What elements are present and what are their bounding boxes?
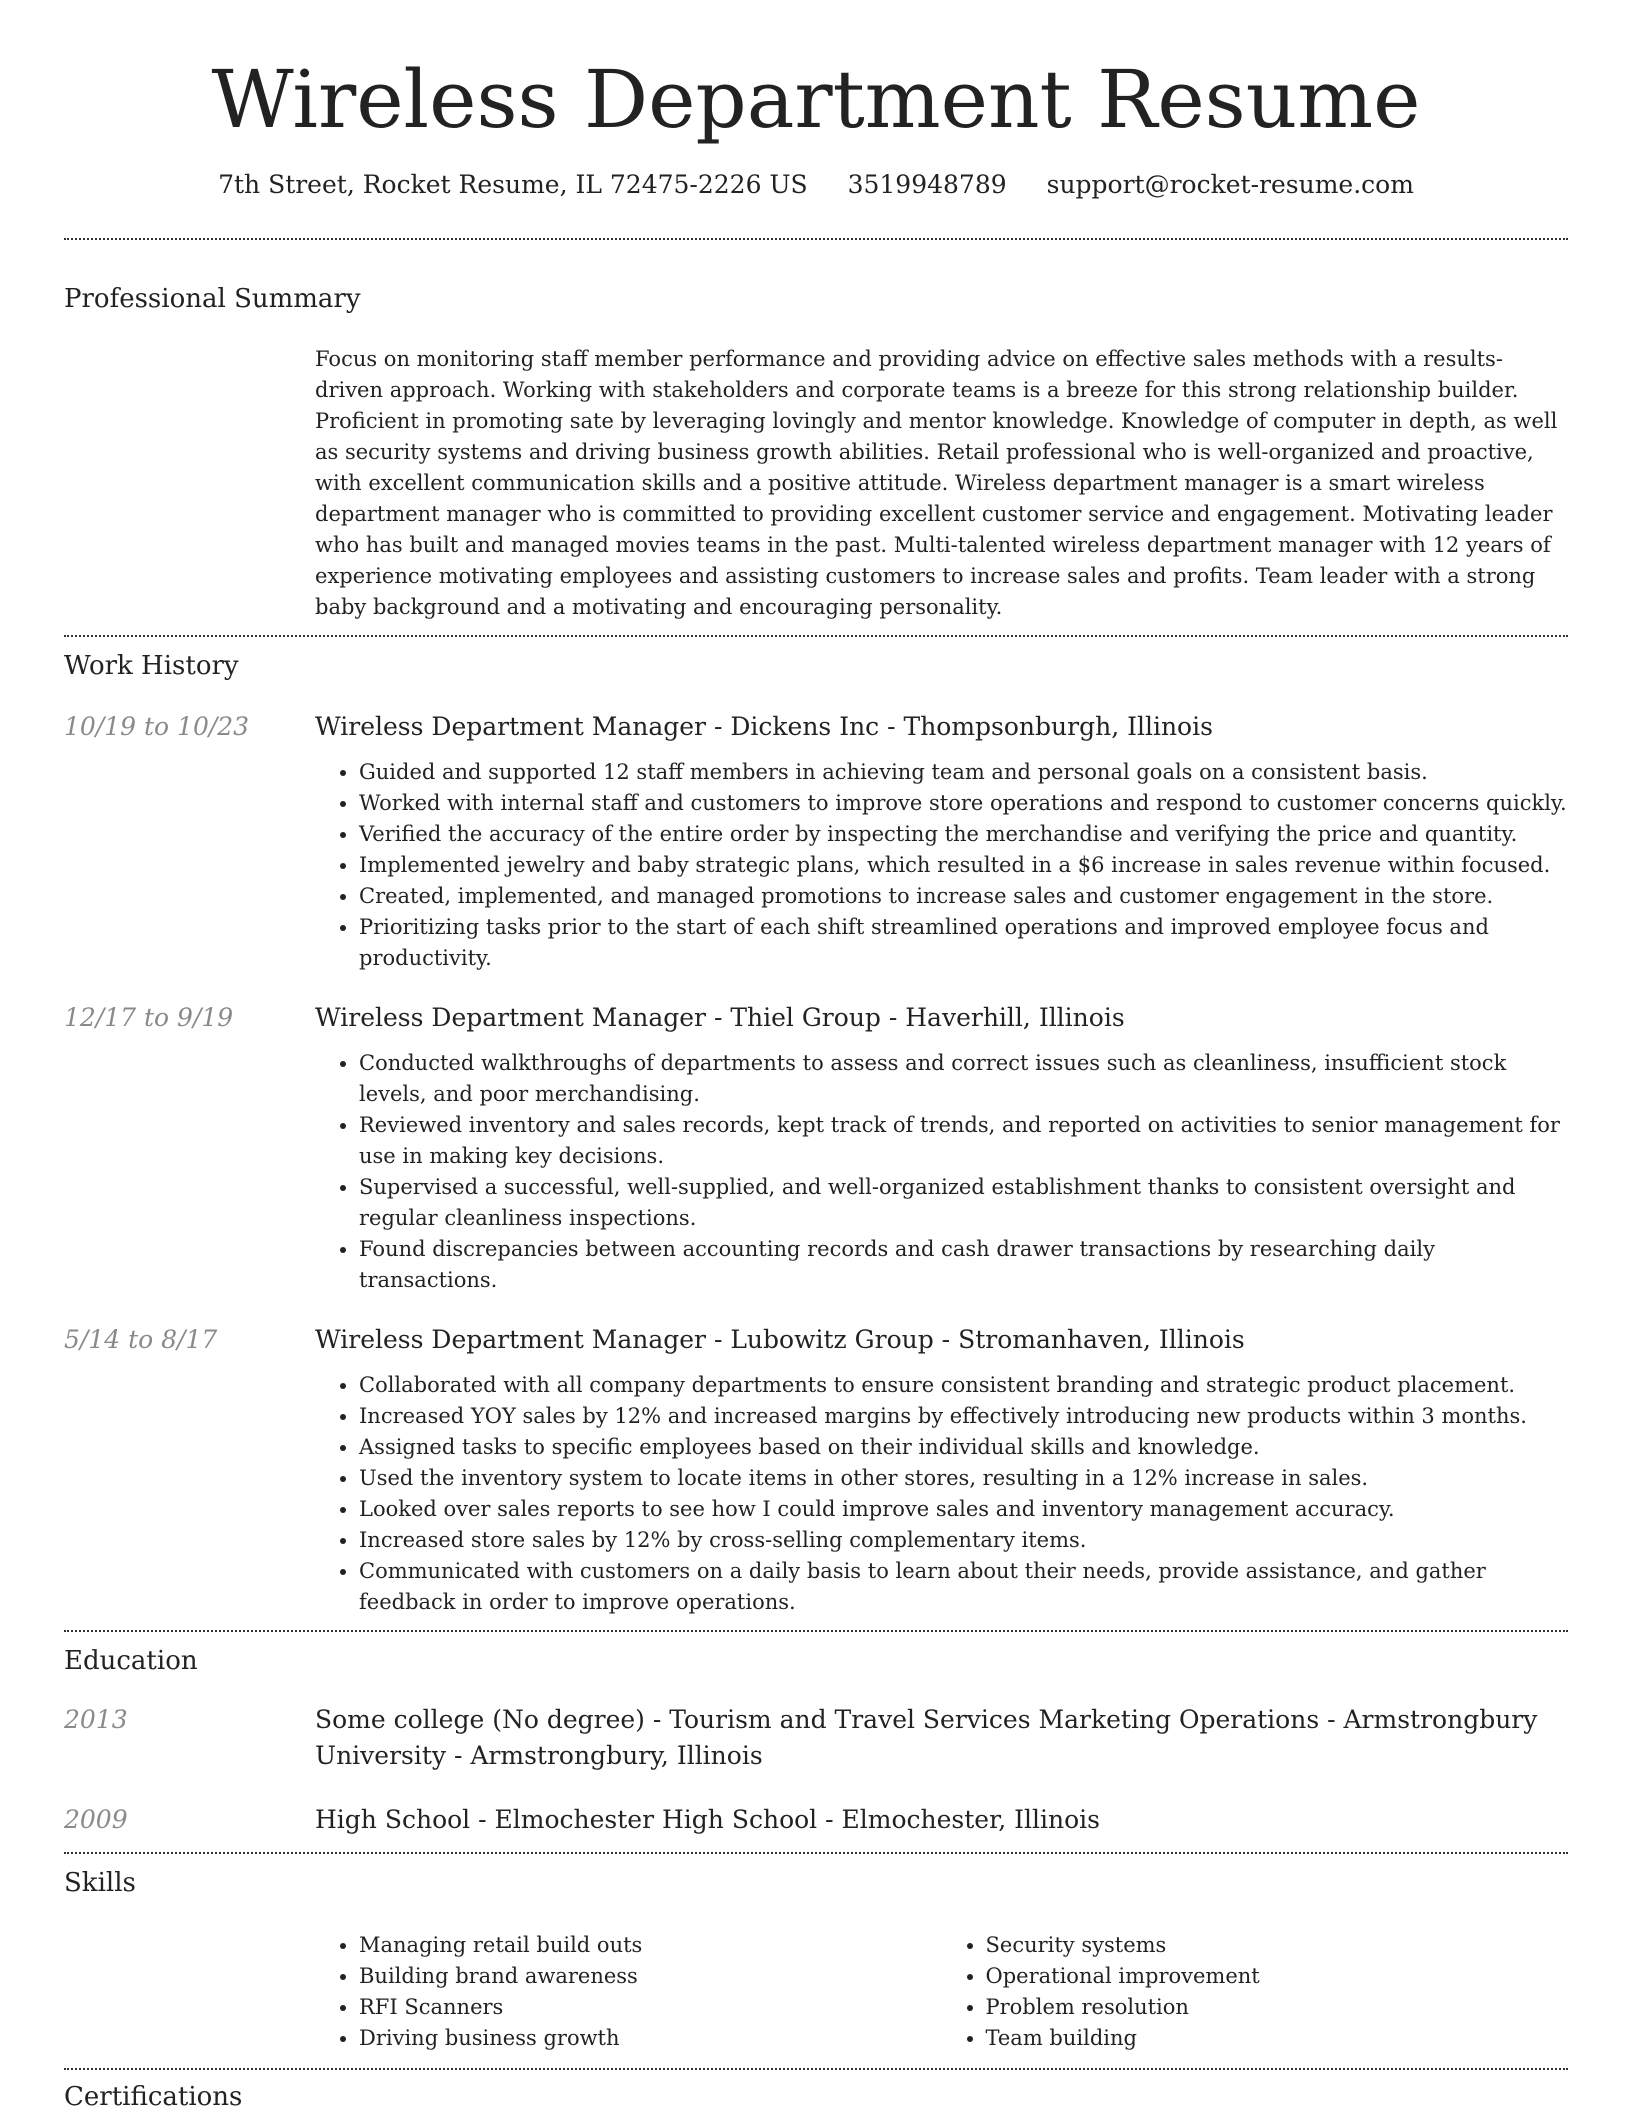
summary-title: Professional Summary [64,284,361,314]
certifications-title: Certifications [64,2082,243,2112]
skill-item: • Building brand awareness [359,1961,942,1992]
job-body [315,1322,1568,1618]
work-history-title: Work History [64,651,239,681]
skill-item: • Driving business growth [359,2023,942,2054]
skill-item: • RFI Scanners [359,1992,942,2023]
job-body [315,709,1568,974]
skills-column-right [942,1930,1569,2054]
job-entry [64,1322,1568,1618]
job-bullet: • Verified the accuracy of the entire order by inspecting the merchandise and verifying the price and quantity. [359,819,1568,850]
job-dates: 5/14 to 8/17 [64,1325,218,1354]
divider [64,1630,1568,1632]
contact-line [64,168,1568,202]
resume-title: Wireless Department Resume [211,53,1421,146]
divider [64,2068,1568,2070]
skills-title: Skills [64,1868,136,1898]
education-text: High School - Elmochester High School - Elmochester, Illinois [315,1805,1101,1834]
job-bullet: • Supervised a successful, well-supplied, and well-organized establishment thanks to consistent oversight and regular cleanliness inspections. [359,1172,1568,1234]
job-heading: Wireless Department Manager - Thiel Group - Haverhill, Illinois [315,1003,1125,1032]
work-history-list [64,709,1568,1618]
job-dates: 10/19 to 10/23 [64,712,250,741]
email: support@rocket-resume.com [1046,170,1414,199]
job-bullet: • Guided and supported 12 staff members in achieving team and personal goals on a consistent basis. [359,757,1568,788]
job-bullet: • Reviewed inventory and sales records, kept track of trends, and reported on activities to senior management for use in making key decisions. [359,1110,1568,1172]
job-bullet: • Increased store sales by 12% by cross-selling complementary items. [359,1525,1568,1556]
job-bullet: • Communicated with customers on a daily basis to learn about their needs, provide assistance, and gather feedback in order to improve operations. [359,1556,1568,1618]
resume-header [64,0,1568,202]
skills-column-left [315,1930,942,2054]
education-date: 2013 [64,1705,128,1734]
job-bullet: • Created, implemented, and managed promotions to increase sales and customer engagement in the store. [359,881,1568,912]
job-heading: Wireless Department Manager - Lubowitz Group - Stromanhaven, Illinois [315,1325,1245,1354]
job-bullets [315,1048,1568,1296]
job-bullets [315,1370,1568,1618]
skills-list [315,1930,1568,2068]
job-dates: 12/17 to 9/19 [64,1003,234,1032]
job-bullet: • Implemented jewelry and baby strategic plans, which resulted in a $6 increase in sales revenue within focused. [359,850,1568,881]
skill-item: • Managing retail build outs [359,1930,942,1961]
job-bullet: • Conducted walkthroughs of departments to assess and correct issues such as cleanliness, insufficient stock levels, and poor merchandising. [359,1048,1568,1110]
skill-item: • Team building [986,2023,1569,2054]
job-entry [64,709,1568,974]
job-entry [64,1000,1568,1296]
education-date: 2009 [64,1805,128,1834]
job-bullets [315,757,1568,974]
skill-item: • Security systems [986,1930,1569,1961]
job-heading: Wireless Department Manager - Dickens Inc - Thompsonburgh, Illinois [315,712,1213,741]
job-bullet: • Looked over sales reports to see how I could improve sales and inventory management accuracy. [359,1494,1568,1525]
job-bullet: • Prioritizing tasks prior to the start of each shift streamlined operations and improved employee focus and productivity. [359,912,1568,974]
job-bullet: • Assigned tasks to specific employees based on their individual skills and knowledge. [359,1432,1568,1463]
education-text: Some college (No degree) - Tourism and Travel Services Marketing Operations - Armstrongbury University - Armstrongbury, Illinois [315,1705,1538,1770]
job-bullet: • Worked with internal staff and customers to improve store operations and respond to customer concerns quickly. [359,788,1568,819]
education-entry [64,1802,1568,1838]
summary-text: Focus on monitoring staff member performance and providing advice on effective sales methods with a results-driven approach. Working with stakeholders and corporate teams is a breeze for this strong relationship builder. Proficient in promoting sate by leveraging lovingly and mentor knowledge. Knowledge of computer in depth, as well as security systems and driving business growth abilities. Retail professional who is well-organized and proactive, with excellent communication skills and a positive attitude. Wireless department manager is a smart wireless department manager who is committed to providing excellent customer service and engagement. Motivating leader who has built and managed movies teams in the past. Multi-talented wireless department manager with 12 years of experience motivating employees and assisting customers to increase sales and profits. Team leader with a strong baby background and a motivating and encouraging personality. [315,347,1558,619]
education-title: Education [64,1646,198,1676]
divider [64,238,1568,240]
skill-item: • Problem resolution [986,1992,1569,2023]
divider [64,1852,1568,1854]
job-bullet: • Collaborated with all company departments to ensure consistent branding and strategic product placement. [359,1370,1568,1401]
education-entry [64,1702,1568,1774]
job-bullet: • Found discrepancies between accounting records and cash drawer transactions by researching daily transactions. [359,1234,1568,1296]
job-body [315,1000,1568,1296]
divider [64,635,1568,637]
phone: 3519948789 [847,170,1007,199]
address: 7th Street, Rocket Resume, IL 72475-2226 US [218,170,808,199]
skill-item: • Operational improvement [986,1961,1569,1992]
job-bullet: • Increased YOY sales by 12% and increased margins by effectively introducing new products within 3 months. [359,1401,1568,1432]
job-bullet: • Used the inventory system to locate items in other stores, resulting in a 12% increase in sales. [359,1463,1568,1494]
